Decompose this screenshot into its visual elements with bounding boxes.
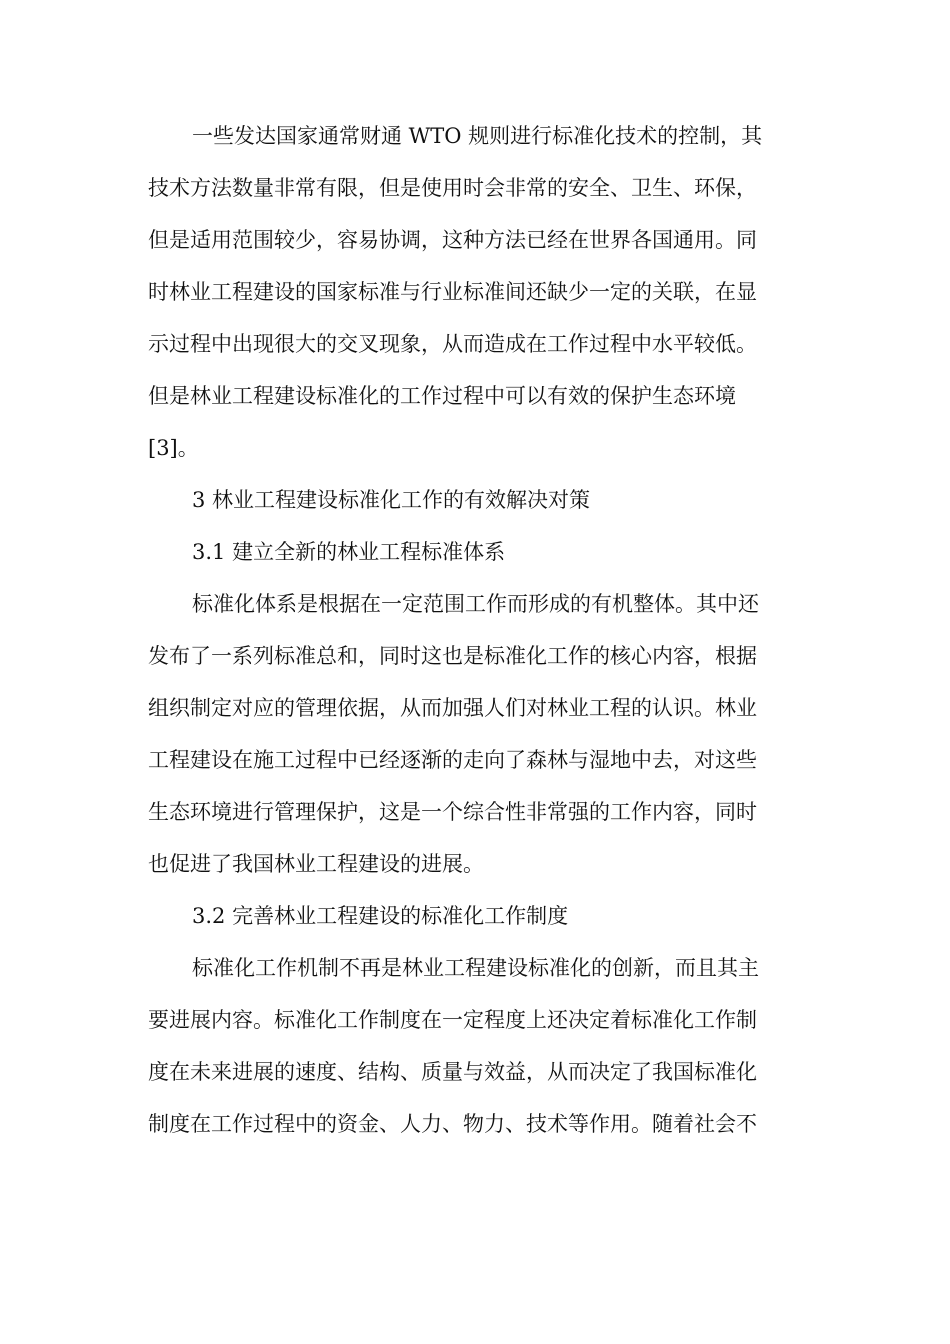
paragraph-1-line-5: 示过程中出现很大的交叉现象，从而造成在工作过程中水平较低。 — [148, 332, 757, 356]
section-heading-3-2: 3.2 完善林业工程建设的标准化工作制度 — [192, 904, 569, 928]
paragraph-1-line-4: 时林业工程建设的国家标准与行业标准间还缺少一定的关联，在显 — [148, 280, 757, 304]
section-heading-3-1: 3.1 建立全新的林业工程标准体系 — [192, 540, 506, 564]
paragraph-2-line-6: 也促进了我国林业工程建设的进展。 — [148, 852, 484, 876]
paragraph-3-line-3: 度在未来进展的速度、结构、质量与效益，从而决定了我国标准化 — [148, 1060, 757, 1084]
paragraph-2-line-4: 工程建设在施工过程中已经逐渐的走向了森林与湿地中去，对这些 — [148, 748, 757, 772]
paragraph-1-line-7: [3]。 — [148, 436, 199, 460]
paragraph-3-line-4: 制度在工作过程中的资金、人力、物力、技术等作用。随着社会不 — [148, 1112, 757, 1136]
paragraph-2-line-1: 标准化体系是根据在一定范围工作而形成的有机整体。其中还 — [192, 592, 759, 616]
paragraph-1-line-6: 但是林业工程建设标准化的工作过程中可以有效的保护生态环境 — [148, 384, 736, 408]
paragraph-2-line-3: 组织制定对应的管理依据，从而加强人们对林业工程的认识。林业 — [148, 696, 757, 720]
section-heading-3: 3 林业工程建设标准化工作的有效解决对策 — [192, 488, 591, 512]
paragraph-2-line-2: 发布了一系列标准总和，同时这也是标准化工作的核心内容，根据 — [148, 644, 757, 668]
paragraph-3-line-2: 要进展内容。标准化工作制度在一定程度上还决定着标准化工作制 — [148, 1008, 757, 1032]
paragraph-1-line-2: 技术方法数量非常有限，但是使用时会非常的安全、卫生、环保， — [148, 176, 757, 200]
paragraph-1-line-3: 但是适用范围较少，容易协调，这种方法已经在世界各国通用。同 — [148, 228, 757, 252]
paragraph-1-line-1: 一些发达国家通常财通 WTO 规则进行标准化技术的控制，其 — [192, 124, 763, 148]
paragraph-3-line-1: 标准化工作机制不再是林业工程建设标准化的创新，而且其主 — [192, 956, 759, 980]
paragraph-2-line-5: 生态环境进行管理保护，这是一个综合性非常强的工作内容，同时 — [148, 800, 757, 824]
